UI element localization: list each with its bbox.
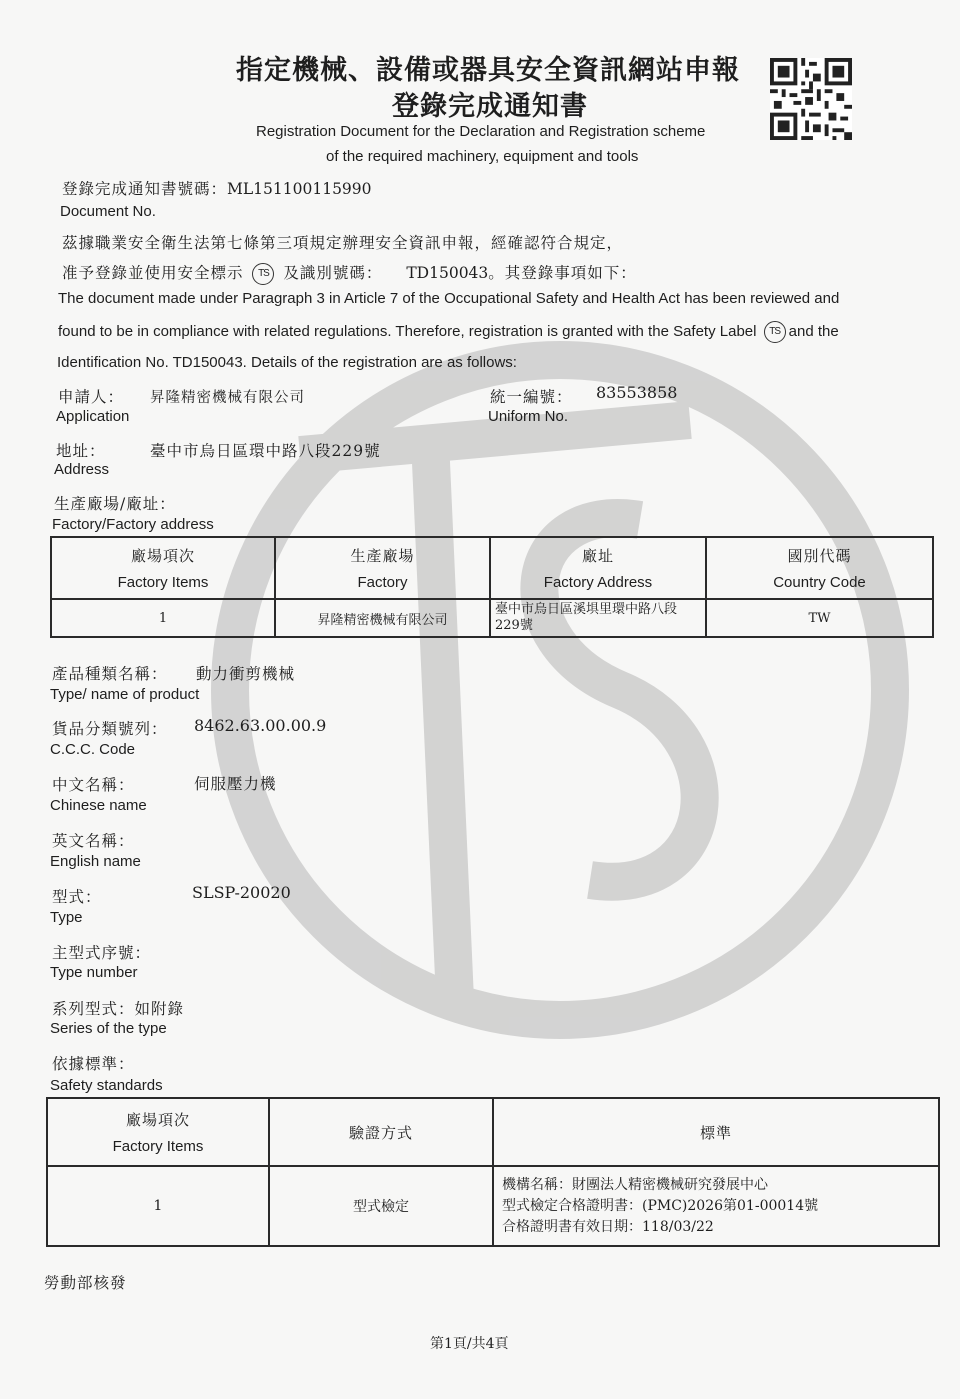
title-en-line1: Registration Document for the Declaration and Registration scheme — [256, 123, 706, 140]
statement-en-line3: Identification No. TD150043. Details of the registration are as follows: — [57, 354, 517, 371]
factory-header-factory-zh: 生產廠場 — [350, 547, 415, 565]
statement-en-line2 — [58, 321, 839, 343]
factory-header-address-zh: 廠址 — [581, 547, 614, 565]
applicant-label-zh: 申請人： — [58, 388, 125, 406]
statement-zh-id: TD150043 — [406, 264, 489, 282]
chinese-name-label-en: Chinese name — [50, 797, 147, 814]
type-name-value: 動力衝剪機械 — [196, 665, 296, 683]
standards-header-standard: 標準 — [493, 1098, 939, 1166]
factory-row-item: 1 — [51, 599, 275, 637]
ts-safety-mark-icon-en: TS — [764, 321, 786, 343]
type-number-label-zh: 主型式序號： — [52, 944, 152, 962]
factory-row-factory: 昇隆精密機械有限公司 — [275, 599, 490, 637]
document-no-label-zh: 登錄完成通知書號碼： — [62, 180, 228, 198]
standards-table-header — [47, 1098, 939, 1166]
standards-label-en: Safety standards — [50, 1077, 163, 1094]
standards-row-line3: 合格證明書有效日期：118/03/22 — [502, 1218, 714, 1235]
type-name-label-en: Type/ name of product — [50, 686, 200, 703]
chinese-name-value: 伺服壓力機 — [194, 775, 277, 793]
standards-row-item: 1 — [47, 1166, 269, 1246]
statement-en-line2-b: and the — [788, 322, 839, 340]
statement-zh-line2-a: 准予登錄並使用安全標示 — [62, 264, 244, 282]
factory-header-country-en: Country Code — [773, 574, 866, 591]
factory-section-label-en: Factory/Factory address — [52, 516, 214, 533]
table-row — [47, 1166, 939, 1246]
document-no-label-en: Document No. — [60, 203, 156, 220]
factory-header-country-zh: 國別代碼 — [787, 547, 852, 565]
title-zh-line1: 指定機械、設備或器具安全資訊網站申報 — [236, 55, 740, 86]
title-en-line2: of the required machinery, equipment and tools — [326, 148, 639, 165]
uniform-no-label-zh: 統一編號： — [490, 388, 573, 406]
standards-row-standard — [493, 1166, 939, 1246]
factory-header-factory — [275, 537, 490, 599]
factory-table — [50, 536, 934, 638]
series-label-en: Series of the type — [50, 1020, 167, 1037]
standards-header-items — [47, 1098, 269, 1166]
issuer-text: 勞動部核發 — [44, 1274, 127, 1292]
address-label-en: Address — [54, 461, 110, 478]
ccc-code-label-zh: 貨品分類號列： — [52, 720, 168, 738]
address-value: 臺中市烏日區環中路八段229號 — [150, 442, 381, 460]
type-name-label-zh: 產品種類名稱： — [52, 665, 168, 683]
factory-header-address-en: Factory Address — [543, 574, 653, 591]
ccc-code-label-en: C.C.C. Code — [50, 741, 136, 758]
type-label-zh: 型式： — [52, 888, 102, 906]
ts-safety-mark-icon: TS — [252, 263, 274, 285]
standards-row-line1: 機構名稱：財團法人精密機械研究發展中心 — [502, 1176, 768, 1193]
applicant-label-en: Application — [56, 408, 130, 425]
factory-header-items — [51, 537, 275, 599]
factory-section-label-zh: 生產廠場/廠址： — [54, 495, 176, 513]
factory-header-items-en: Factory Items — [117, 574, 209, 591]
standards-row-method: 型式檢定 — [269, 1166, 493, 1246]
statement-zh-line2 — [62, 261, 637, 285]
statement-zh-line1: 茲據職業安全衛生法第七條第三項規定辦理安全資訊申報，經確認符合規定， — [62, 234, 624, 252]
factory-row-country: TW — [706, 599, 933, 637]
factory-header-factory-en: Factory — [357, 574, 408, 591]
standards-header-method: 驗證方式 — [269, 1098, 493, 1166]
type-value: SLSP-20020 — [192, 883, 291, 902]
factory-header-address — [490, 537, 706, 599]
title-zh-line2: 登錄完成通知書 — [392, 91, 588, 122]
address-label-zh: 地址： — [56, 442, 106, 460]
statement-zh-line2-b: 及識別號碼： — [283, 264, 383, 282]
table-row — [51, 599, 933, 637]
type-label-en: Type — [50, 909, 83, 926]
applicant-value: 昇隆精密機械有限公司 — [150, 390, 305, 406]
document-no-value: ML151100115990 — [227, 180, 372, 198]
series-label-zh: 系列型式：如附錄 — [52, 1000, 185, 1018]
chinese-name-label-zh: 中文名稱： — [52, 776, 135, 794]
standards-label-zh: 依據標準： — [52, 1055, 135, 1073]
ccc-code-value: 8462.63.00.00.9 — [194, 716, 327, 735]
factory-header-items-zh: 廠場項次 — [130, 547, 195, 565]
factory-row-address: 臺中市烏日區溪埧里環中路八段229號 — [490, 599, 706, 637]
page-number: 第1頁/共4頁 — [430, 1336, 509, 1352]
english-name-label-zh: 英文名稱： — [52, 832, 135, 850]
factory-header-country — [706, 537, 933, 599]
standards-header-items-zh: 廠場項次 — [125, 1111, 190, 1129]
uniform-no-value: 83553858 — [596, 383, 678, 402]
document-no-label — [62, 177, 372, 199]
standards-header-items-en: Factory Items — [112, 1138, 204, 1155]
qr-code-icon — [770, 58, 852, 140]
standards-table — [46, 1097, 940, 1247]
standards-row-line2: 型式檢定合格證明書：(PMC)2026第01-00014號 — [502, 1197, 819, 1214]
factory-table-header — [51, 537, 933, 599]
uniform-no-label-en: Uniform No. — [488, 408, 569, 425]
statement-en-line1: The document made under Paragraph 3 in Article 7 of the Occupational Safety and Health Act has been reviewed and — [58, 290, 840, 307]
statement-en-line2-a: found to be in compliance with related regulations. Therefore, registration is granted with the Safety Label — [58, 322, 757, 340]
statement-zh-line2-c: 。其登錄事項如下： — [488, 264, 637, 282]
type-number-label-en: Type number — [50, 964, 138, 981]
english-name-label-en: English name — [50, 853, 141, 870]
